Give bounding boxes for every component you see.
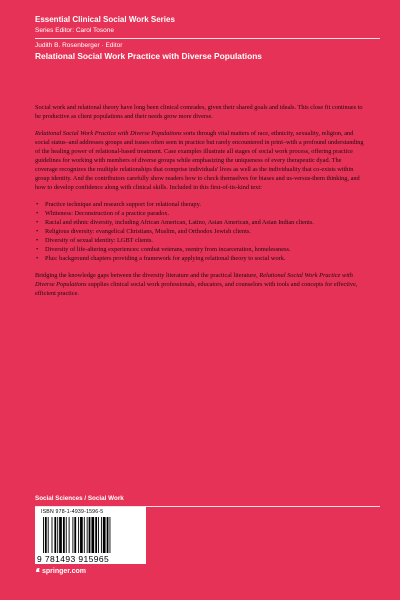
springer-horse-icon: [35, 567, 41, 575]
description-text: sorts through vital matters of race, ethnicity, sexuality, religion, and social status–and addresses groups and issues often seen in practice but rarely encountered in print–with a profound understanding of the healing power of relational-based treatment. Case examples illustrate all stages of social work process, offering practice guidelines for working with members of diverse groups while emphasizing the uniqueness of every therapeutic dyad. The coverage recognizes the multiple relationships that comprise individuals' lives as well as the individuality that co-exists within group identity. And the contributors carefully show readers how to check themselves for biases and us-versus-them thinking, and how to develop confidence along with clinical skills. Included in this first-of-its-kind text:: [35, 130, 364, 191]
closing-paragraph: Bridging the knowledge gaps between the diversity literature and the practical literature, Relational Social Work Practice with Diverse Populations supplies clinical social work professionals, educators, and counselors with tools and concepts for effective, efficient practice.: [35, 272, 358, 297]
publisher-link[interactable]: [35, 567, 86, 575]
list-item: • Whiteness: Deconstruction of a practice paradox.: [36, 210, 170, 218]
barcode-icon: [43, 517, 139, 553]
list-item: • Practice technique and research support for relational therapy.: [36, 201, 201, 209]
list-item: • Diversity of sexual identity: LGBT clients.: [36, 236, 153, 244]
bullet-icon: •: [36, 201, 39, 209]
intro-paragraph: Social work and relational theory have long been clinical comrades, given their shared goals and ideals. This close fit continues to be productive as client populations and their needs grow more diverse.: [35, 104, 363, 120]
description-paragraph: [35, 130, 365, 192]
header-divider: [35, 38, 380, 39]
book-editor: Judith B. Rosenberger · Editor: [35, 42, 123, 49]
bullet-icon: •: [36, 236, 39, 244]
cover-header: [35, 14, 380, 62]
list-item: • Religious diversity: evangelical Christians, Muslim, and Orthodox Jewish clients.: [36, 227, 251, 235]
book-title-italic: Relational Social Work Practice with Diverse Populations: [35, 130, 182, 138]
bullet-icon: •: [36, 254, 39, 262]
bullet-icon: •: [36, 245, 39, 253]
bullet-icon: •: [36, 227, 39, 235]
feature-list: [35, 201, 365, 263]
barcode: [35, 507, 146, 564]
book-title: Relational Social Work Practice with Diverse Populations: [35, 51, 262, 61]
list-item: • Plus: background chapters providing a framework for applying relational theory to social work.: [36, 254, 286, 262]
isbn-label: ISBN 978-1-4939-1596-5: [41, 509, 104, 515]
blurb: [35, 104, 365, 307]
list-item: • Diversity of life-altering experiences: combat veterans, reentry from incarceration, homelessness.: [36, 245, 291, 253]
series-name: Essential Clinical Social Work Series: [35, 15, 175, 24]
subject-category: Social Sciences / Social Work: [35, 495, 124, 502]
bullet-icon: •: [36, 218, 39, 226]
series-editor: Series Editor: Carol Tosone: [35, 27, 115, 34]
book-title-italic: Relational Social Work Practice with Diverse Populations: [35, 272, 353, 288]
bullet-icon: •: [36, 210, 39, 218]
list-item: • Racial and ethnic diversity, including African American, Latino, Asian American, and Asian Indian clients.: [36, 218, 314, 226]
subject-area: [35, 494, 380, 507]
publisher-url: springer.com: [42, 568, 86, 575]
barcode-digits: 9 781493 915965: [37, 554, 110, 564]
